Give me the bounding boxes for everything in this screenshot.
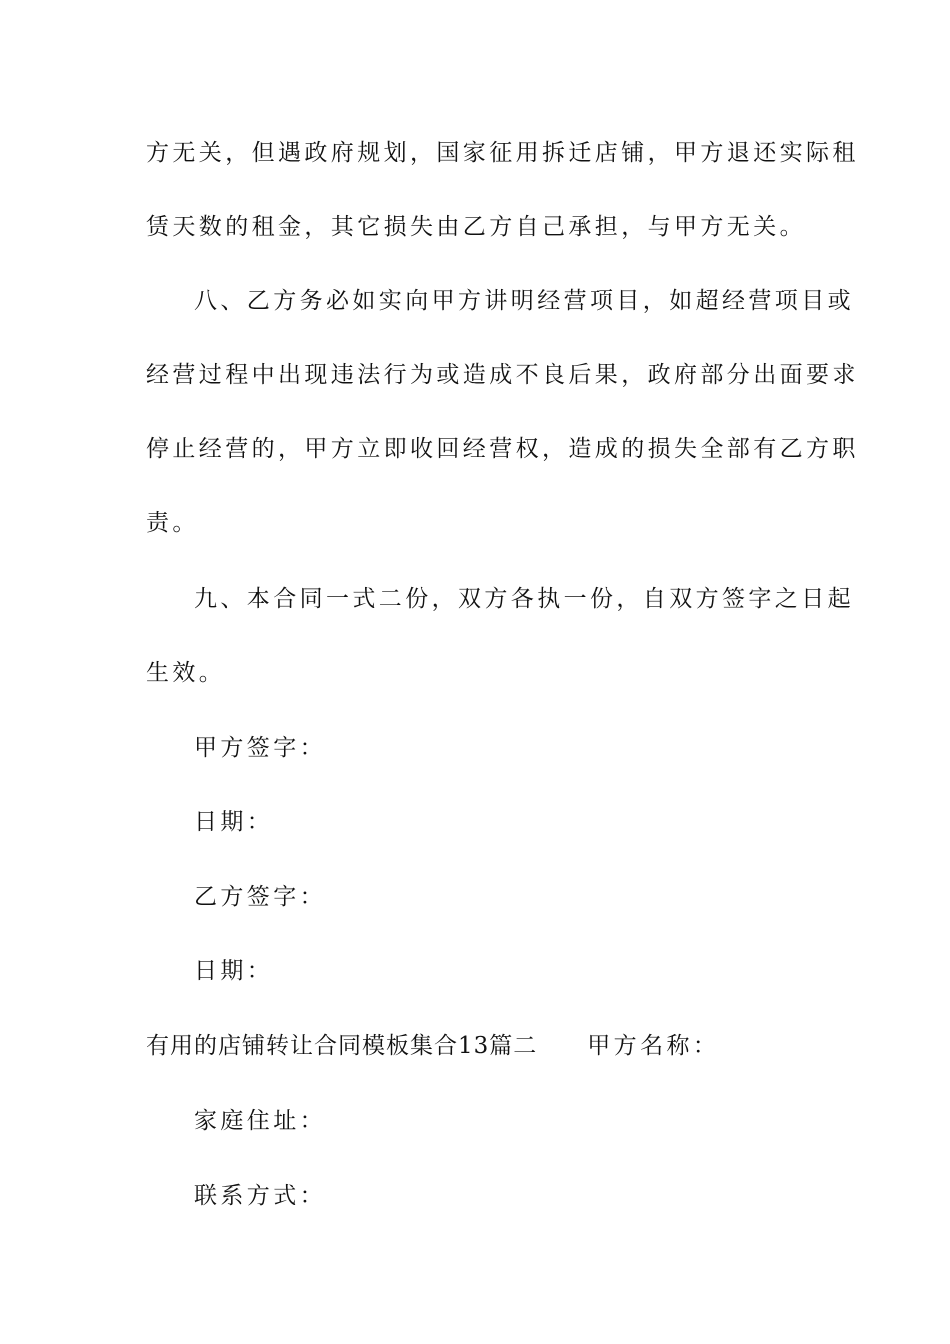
party-a-date-label: 日期：	[194, 809, 274, 835]
text-line: 经营过程中出现违法行为或造成不良后果，政府部分出面要求	[146, 362, 859, 388]
party-b-date-label: 日期：	[194, 958, 274, 984]
contact-method-label: 联系方式：	[194, 1183, 326, 1209]
clause-8-line: 八、乙方务必如实向甲方讲明经营项目，如超经营项目或	[194, 288, 854, 314]
party-a-signature-label: 甲方签字：	[194, 735, 326, 761]
home-address-label: 家庭住址：	[194, 1108, 326, 1134]
text-line: 生效。	[146, 660, 226, 686]
section-heading-line	[146, 1031, 808, 1061]
text-line: 停止经营的，甲方立即收回经营权，造成的损失全部有乙方职	[146, 436, 859, 462]
text-line: 赁天数的租金，其它损失由乙方自己承担，与甲方无关。	[146, 214, 806, 240]
clause-9-line: 九、本合同一式二份，双方各执一份，自双方签字之日起	[194, 586, 854, 612]
party-a-name-label: 甲方名称：	[587, 1033, 720, 1059]
party-b-signature-label: 乙方签字：	[194, 884, 326, 910]
text-line: 方无关，但遇政府规划，国家征用拆迁店铺，甲方退还实际租	[146, 140, 859, 166]
text-line: 责。	[146, 510, 199, 536]
contract-title: 有用的店铺转让合同模板集合13篇二	[146, 1033, 538, 1059]
